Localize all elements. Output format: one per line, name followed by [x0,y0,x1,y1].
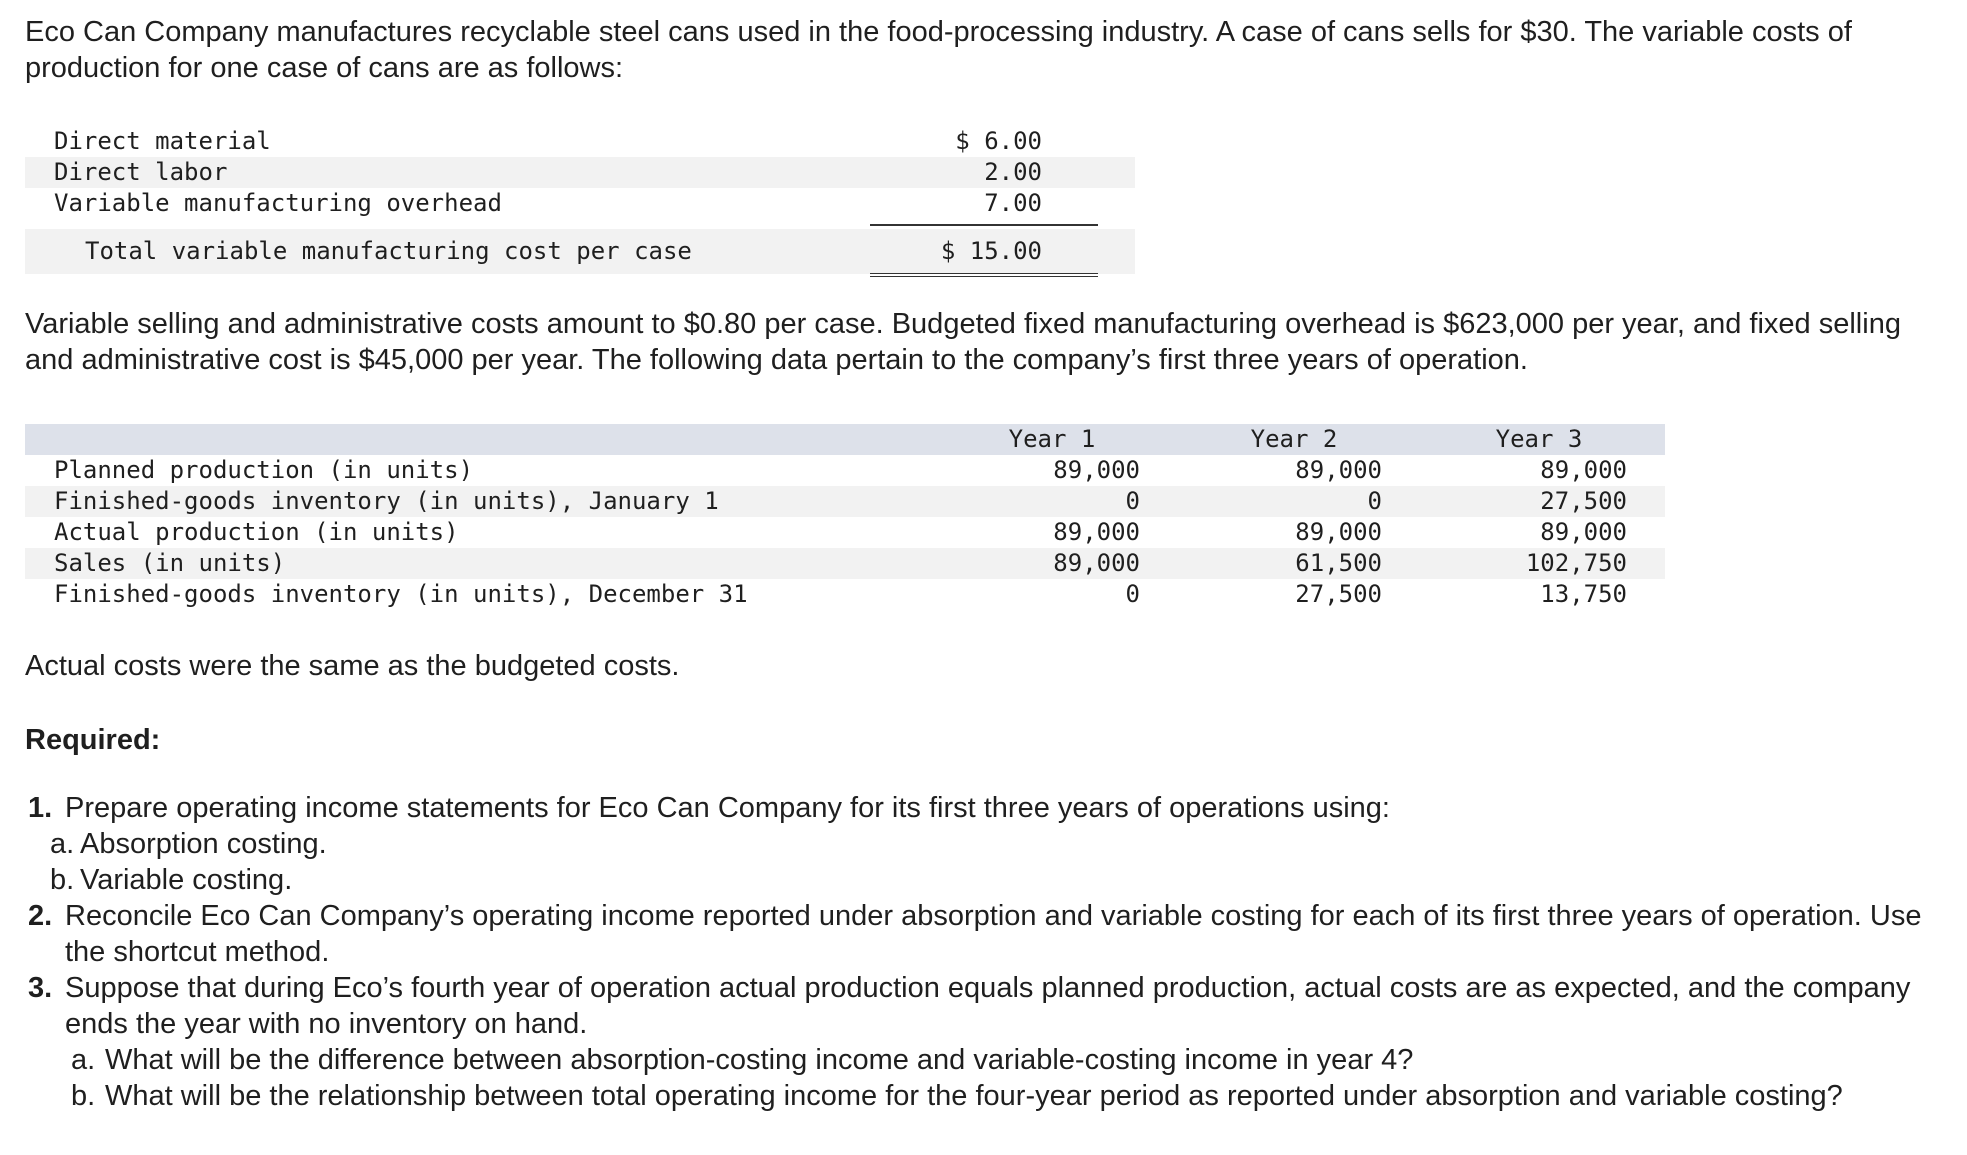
cost-label: Variable manufacturing overhead [54,189,502,217]
sub-text: Variable costing. [80,864,293,896]
actual-costs-note: Actual costs were the same as the budgeted costs. [25,650,680,682]
question-3b [25,1078,1945,1114]
cell-year-1: 89,000 [1053,518,1140,546]
cell-year-1: 0 [1125,580,1140,608]
cost-amount: 7.00 [984,189,1042,217]
cell-year-2: 89,000 [1295,518,1382,546]
cost-row-direct-labor [25,157,1135,188]
cell-year-3: 89,000 [1540,456,1627,484]
sub-letter: b. [71,1080,96,1112]
row-label: Finished-goods inventory (in units), December 31 [54,580,748,608]
header-year-1: Year 1 [1008,425,1096,453]
question-1 [25,790,1945,826]
row-label: Planned production (in units) [54,456,474,484]
sub-letter: b. [50,864,75,896]
row-label: Finished-goods inventory (in units), January 1 [54,487,719,515]
table-row [25,579,1665,610]
production-table-header [25,424,1665,455]
table-row [25,486,1665,517]
cost-total-amount: $ 15.00 [940,237,1042,265]
middle-paragraph: Variable selling and administrative costs amount to $0.80 per case. Budgeted fixed manufacturing overhead is $623,000 per year, and fixed selling and administrative cost is $45,000 per year. The following data pertain to the company’s first three years of operation. [25,308,1901,376]
question-text: Reconcile Eco Can Company’s operating income reported under absorption and variable costing for each of its first three years of operation. Use the shortcut method. [65,900,1922,968]
row-label: Sales (in units) [54,549,286,577]
question-3a [25,1042,1945,1078]
question-3 [25,970,1945,1042]
cell-year-3: 13,750 [1540,580,1627,608]
required-heading: Required: [25,724,161,756]
cost-label: Direct material [54,127,271,155]
cell-year-2: 27,500 [1295,580,1382,608]
cell-year-3: 102,750 [1525,549,1627,577]
question-number: 1. [28,792,53,824]
cell-year-3: 89,000 [1540,518,1627,546]
cost-amount: $ 6.00 [955,127,1042,155]
sub-text: What will be the difference between absorption-costing income and variable-costing income in year 4? [105,1044,1414,1076]
cell-year-2: 0 [1367,487,1382,515]
cost-row-variable-overhead [25,188,1135,219]
table-row [25,517,1665,548]
table-row [25,455,1665,486]
variable-cost-table [25,126,1135,274]
cell-year-2: 89,000 [1295,456,1382,484]
production-table [25,424,1665,610]
sub-letter: a. [71,1044,96,1076]
cost-total-label: Total variable manufacturing cost per case [85,237,692,265]
cell-year-2: 61,500 [1295,549,1382,577]
row-label: Actual production (in units) [54,518,459,546]
cost-row-direct-material [25,126,1135,157]
requirements-list [25,790,1945,1114]
question-2 [25,898,1945,970]
sub-text: What will be the relationship between total operating income for the four-year period as reported under absorption and variable costing? [105,1080,1843,1112]
header-year-2: Year 2 [1250,425,1338,453]
question-text: Prepare operating income statements for Eco Can Company for its first three years of operations using: [65,792,1390,824]
cost-row-total [25,229,1135,274]
cost-label: Direct labor [54,158,228,186]
question-1b [25,862,1945,898]
question-1a [25,826,1945,862]
question-text: Suppose that during Eco’s fourth year of operation actual production equals planned production, actual costs are as expected, and the company ends the year with no inventory on hand. [65,972,1911,1040]
question-number: 3. [28,972,53,1004]
total-top-rule [870,224,1098,226]
intro-paragraph: Eco Can Company manufactures recyclable steel cans used in the food-processing industry. A case of cans sells for $30. The variable costs of production for one case of cans are as follows: [25,16,1852,84]
sub-text: Absorption costing. [80,828,327,860]
sub-letter: a. [50,828,75,860]
table-row [25,548,1665,579]
question-number: 2. [28,900,53,932]
cost-amount: 2.00 [984,158,1042,186]
cell-year-1: 89,000 [1053,549,1140,577]
header-year-3: Year 3 [1495,425,1583,453]
cell-year-1: 0 [1125,487,1140,515]
cell-year-1: 89,000 [1053,456,1140,484]
cell-year-3: 27,500 [1540,487,1627,515]
total-double-rule [870,273,1098,277]
